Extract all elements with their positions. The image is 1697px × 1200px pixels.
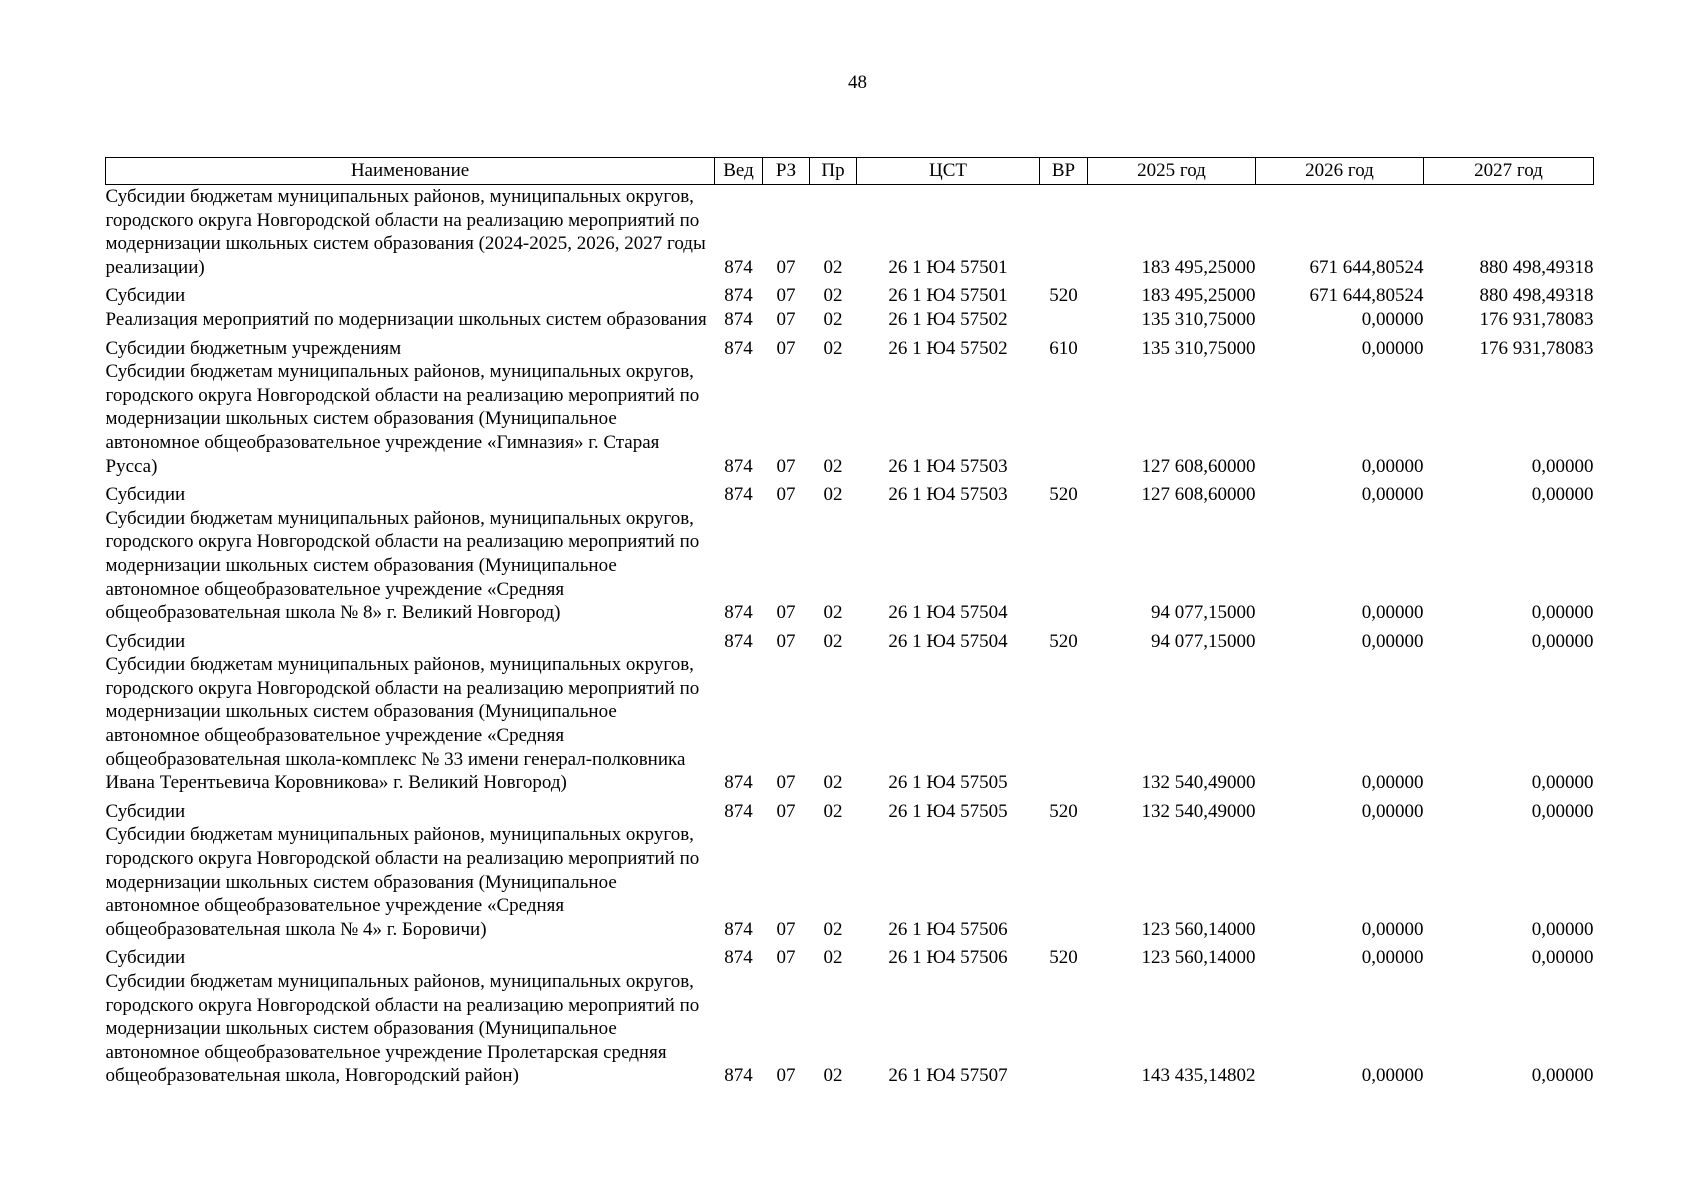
cell-2027: 880 498,49318 <box>1479 285 1594 307</box>
cell-2025: 183 495,25000 <box>1141 285 1256 307</box>
cell-ved: 874 <box>724 285 753 307</box>
cell-pr: 02 <box>823 1065 843 1087</box>
cell-2026: 0,00000 <box>1361 800 1424 822</box>
cell-name: Субсидии <box>105 484 186 506</box>
cell-ved: 874 <box>724 1065 753 1087</box>
cell-cst: 26 1 Ю4 57504 <box>888 602 1008 624</box>
cell-ved: 874 <box>724 602 753 624</box>
cell-cst: 26 1 Ю4 57505 <box>888 800 1008 822</box>
cell-ved: 874 <box>724 800 753 822</box>
cell-name: Субсидии бюджетам муниципальных районов, муниципальных округов, городского округа Новгородской области на реализацию мероприятий по модернизации школьных систем образования (Муниципальное автономное общеобразовательное учреждение «Гимназия» г. Старая Русса) <box>105 361 700 477</box>
cell-ved: 874 <box>724 256 753 278</box>
cell-2025: 132 540,49000 <box>1141 772 1256 794</box>
cell-2027: 176 931,78083 <box>1479 308 1594 330</box>
cell-vr <box>1040 308 1088 332</box>
header-ved: Вед <box>715 158 763 185</box>
cell-2025: 183 495,25000 <box>1141 256 1256 278</box>
cell-cst: 26 1 Ю4 57504 <box>888 630 1008 652</box>
table-row <box>106 308 1594 332</box>
cell-2026: 0,00000 <box>1361 947 1424 969</box>
cell-2027: 880 498,49318 <box>1479 256 1594 278</box>
cell-pr: 02 <box>823 337 843 359</box>
header-vr: ВР <box>1040 158 1088 185</box>
cell-rz: 07 <box>776 602 796 624</box>
table-row <box>106 185 1594 280</box>
cell-2027: 0,00000 <box>1531 1065 1594 1087</box>
header-row <box>106 158 1594 185</box>
table-row <box>106 360 1594 478</box>
cell-2026: 671 644,80524 <box>1309 256 1424 278</box>
table-row <box>106 332 1594 361</box>
cell-ved: 874 <box>724 484 753 506</box>
cell-pr: 02 <box>823 918 843 940</box>
cell-name: Субсидии бюджетам муниципальных районов, муниципальных округов, городского округа Новгородской области на реализацию мероприятий по модернизации школьных систем образования (Муниципальное автономное общеобразовательное учреждение Пролетарская средняя общеобразовательная школа, Новгородский район) <box>105 971 700 1087</box>
cell-2026: 0,00000 <box>1361 772 1424 794</box>
header-name: Наименование <box>106 158 715 185</box>
cell-2026: 0,00000 <box>1361 337 1424 359</box>
header-cst: ЦСТ <box>857 158 1040 185</box>
cell-2027: 0,00000 <box>1531 484 1594 506</box>
cell-pr: 02 <box>823 630 843 652</box>
cell-vr <box>1040 360 1088 478</box>
cell-name: Субсидии бюджетным учреждениям <box>105 337 402 359</box>
cell-pr: 02 <box>823 484 843 506</box>
cell-cst: 26 1 Ю4 57501 <box>888 256 1008 278</box>
table-row <box>106 507 1594 625</box>
cell-pr: 02 <box>823 256 843 278</box>
cell-vr: 520 <box>1049 630 1078 652</box>
cell-ved: 874 <box>724 772 753 794</box>
table-body <box>106 185 1594 1088</box>
cell-cst: 26 1 Ю4 57503 <box>888 484 1008 506</box>
cell-ved: 874 <box>724 308 753 330</box>
cell-rz: 07 <box>776 918 796 940</box>
cell-name: Субсидии бюджетам муниципальных районов, муниципальных округов, городского округа Новгородской области на реализацию мероприятий по модернизации школьных систем образования (2024-2025, 2026, 2027 годы реализации) <box>105 186 706 278</box>
cell-pr: 02 <box>823 772 843 794</box>
cell-vr <box>1040 507 1088 625</box>
cell-2026: 0,00000 <box>1361 918 1424 940</box>
table-row <box>106 478 1594 507</box>
cell-name: Субсидии <box>105 947 186 969</box>
cell-ved: 874 <box>724 947 753 969</box>
cell-pr: 02 <box>823 455 843 477</box>
cell-vr: 520 <box>1049 800 1078 822</box>
cell-cst: 26 1 Ю4 57501 <box>888 285 1008 307</box>
cell-cst: 26 1 Ю4 57502 <box>888 308 1008 330</box>
cell-2027: 0,00000 <box>1531 800 1594 822</box>
cell-cst: 26 1 Ю4 57506 <box>888 947 1008 969</box>
cell-2026: 671 644,80524 <box>1309 285 1424 307</box>
cell-rz: 07 <box>776 285 796 307</box>
cell-2027: 0,00000 <box>1531 602 1594 624</box>
cell-name: Субсидии <box>105 630 186 652</box>
header-2025: 2025 год <box>1088 158 1256 185</box>
cell-ved: 874 <box>724 455 753 477</box>
cell-rz: 07 <box>776 800 796 822</box>
cell-rz: 07 <box>776 1065 796 1087</box>
cell-2027: 0,00000 <box>1531 772 1594 794</box>
table-row <box>106 653 1594 795</box>
header-rz: РЗ <box>763 158 810 185</box>
cell-name: Реализация мероприятий по модернизации школьных систем образования <box>105 308 707 330</box>
cell-name: Субсидии бюджетам муниципальных районов, муниципальных округов, городского округа Новгородской области на реализацию мероприятий по модернизации школьных систем образования (Муниципальное автономное общеобразовательное учреждение «Средняя общеобразовательная школа № 8» г. Великий Новгород) <box>105 507 700 624</box>
cell-2027: 0,00000 <box>1531 918 1594 940</box>
cell-2025: 123 560,14000 <box>1141 947 1256 969</box>
cell-vr: 520 <box>1049 947 1078 969</box>
cell-name: Субсидии <box>105 800 186 822</box>
cell-pr: 02 <box>823 800 843 822</box>
table-row <box>106 941 1594 970</box>
cell-pr: 02 <box>823 947 843 969</box>
cell-2025: 127 608,60000 <box>1141 455 1256 477</box>
cell-vr <box>1040 823 1088 941</box>
header-2026: 2026 год <box>1256 158 1424 185</box>
cell-ved: 874 <box>724 918 753 940</box>
cell-rz: 07 <box>776 308 796 330</box>
cell-2025: 123 560,14000 <box>1141 918 1256 940</box>
cell-pr: 02 <box>823 308 843 330</box>
cell-vr <box>1040 653 1088 795</box>
cell-2026: 0,00000 <box>1361 308 1424 330</box>
cell-vr: 520 <box>1049 285 1078 307</box>
cell-vr <box>1040 970 1088 1088</box>
cell-rz: 07 <box>776 772 796 794</box>
table-row <box>106 823 1594 941</box>
cell-vr: 520 <box>1049 484 1078 506</box>
page-number: 48 <box>848 72 867 93</box>
budget-table <box>105 157 1594 1088</box>
cell-cst: 26 1 Ю4 57503 <box>888 455 1008 477</box>
cell-2025: 143 435,14802 <box>1141 1065 1256 1087</box>
cell-2026: 0,00000 <box>1361 484 1424 506</box>
cell-cst: 26 1 Ю4 57502 <box>888 337 1008 359</box>
cell-cst: 26 1 Ю4 57505 <box>888 772 1008 794</box>
cell-ved: 874 <box>724 337 753 359</box>
cell-2027: 176 931,78083 <box>1479 337 1594 359</box>
cell-rz: 07 <box>776 455 796 477</box>
table-row <box>106 795 1594 824</box>
cell-name: Субсидии бюджетам муниципальных районов, муниципальных округов, городского округа Новгородской области на реализацию мероприятий по модернизации школьных систем образования (Муниципальное автономное общеобразовательное учреждение «Средняя общеобразовательная школа № 4» г. Боровичи) <box>105 824 700 940</box>
cell-vr <box>1040 185 1088 280</box>
header-2027: 2027 год <box>1424 158 1594 185</box>
cell-2025: 135 310,75000 <box>1141 337 1256 359</box>
cell-2026: 0,00000 <box>1361 602 1424 624</box>
table-row <box>106 970 1594 1088</box>
cell-2025: 94 077,15000 <box>1151 602 1256 624</box>
cell-pr: 02 <box>823 285 843 307</box>
cell-name: Субсидии <box>105 285 186 307</box>
cell-rz: 07 <box>776 947 796 969</box>
cell-rz: 07 <box>776 630 796 652</box>
header-pr: Пр <box>810 158 857 185</box>
cell-2027: 0,00000 <box>1531 455 1594 477</box>
cell-cst: 26 1 Ю4 57506 <box>888 918 1008 940</box>
cell-ved: 874 <box>724 630 753 652</box>
cell-pr: 02 <box>823 602 843 624</box>
cell-2026: 0,00000 <box>1361 630 1424 652</box>
cell-cst: 26 1 Ю4 57507 <box>888 1065 1008 1087</box>
cell-vr: 610 <box>1049 337 1078 359</box>
cell-2025: 135 310,75000 <box>1141 308 1256 330</box>
table-header <box>106 158 1594 185</box>
cell-2025: 94 077,15000 <box>1151 630 1256 652</box>
cell-rz: 07 <box>776 484 796 506</box>
cell-2026: 0,00000 <box>1361 1065 1424 1087</box>
cell-rz: 07 <box>776 256 796 278</box>
cell-2027: 0,00000 <box>1531 630 1594 652</box>
cell-name: Субсидии бюджетам муниципальных районов, муниципальных округов, городского округа Новгородской области на реализацию мероприятий по модернизации школьных систем образования (Муниципальное автономное общеобразовательное учреждение «Средняя общеобразовательная школа-комплекс № 33 имени генерал-полковника Ивана Терентьевича Коровникова» г. Великий Новгород) <box>105 654 700 794</box>
cell-rz: 07 <box>776 337 796 359</box>
cell-2025: 132 540,49000 <box>1141 800 1256 822</box>
table-row <box>106 279 1594 308</box>
table-row <box>106 625 1594 654</box>
cell-2027: 0,00000 <box>1531 947 1594 969</box>
cell-2025: 127 608,60000 <box>1141 484 1256 506</box>
cell-2026: 0,00000 <box>1361 455 1424 477</box>
